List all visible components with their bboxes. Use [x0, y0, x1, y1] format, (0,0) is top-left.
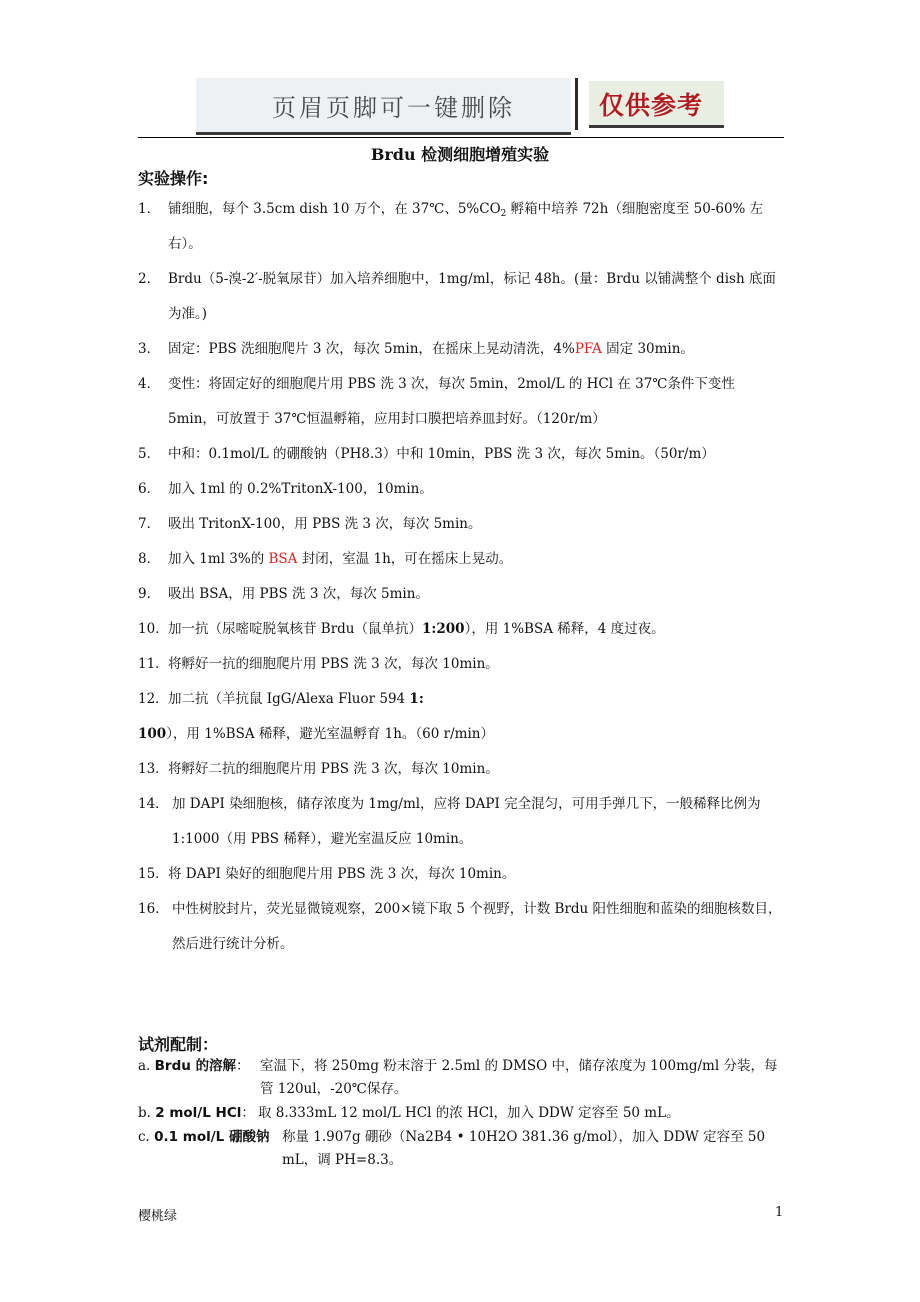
step-text-part: 加入 1ml 3%的	[168, 551, 269, 567]
step-item	[138, 262, 784, 332]
reagent-colon: ：	[241, 1105, 255, 1121]
step-text-part: 加二抗（羊抗鼠 IgG/Alexa Fluor 594	[168, 691, 410, 707]
step-item	[138, 367, 784, 437]
footer-label: 樱桃绿	[138, 1209, 178, 1224]
step-number: 12．	[138, 691, 169, 707]
step-text-part: 中性树胶封片，荧光显微镜观察，200×镜下取 5 个视野，计数 Brdu 阳性细胞和蓝染的细胞核数目，然后进行统计分析。	[172, 901, 782, 952]
step-text	[138, 682, 784, 752]
step-text	[138, 472, 784, 507]
page-number: 1	[775, 1205, 784, 1220]
reagent-description: 室温下，将 250mg 粉末溶于 2.5ml 的 DMSO 中，储存浓度为 100mg/ml 分装，每管 120ul，-20℃保存。	[260, 1058, 778, 1097]
step-text-part: 孵箱中培养 72h（细胞密度至 50-60% 左右）。	[168, 201, 764, 252]
reagent-prefix: b.	[138, 1105, 156, 1121]
header-divider	[575, 78, 578, 130]
step-number: 10．	[138, 621, 169, 637]
step-text-part: 将孵好二抗的细胞爬片用 PBS 洗 3 次，每次 10min。	[168, 761, 499, 777]
step-number: 4．	[138, 376, 161, 392]
step-item	[138, 332, 784, 367]
step-item	[138, 437, 784, 472]
reagent-label	[138, 1102, 255, 1125]
step-item	[138, 787, 784, 857]
step-text	[138, 892, 784, 962]
step-text	[138, 577, 784, 612]
step-text-part: 吸出 TritonX-100，用 PBS 洗 3 次，每次 5min。	[168, 516, 482, 532]
step-number: 3．	[138, 341, 161, 357]
step-number: 5．	[138, 446, 161, 462]
step-text-part: 中和：0.1mol/L 的硼酸钠（PH8.3）中和 10min，PBS 洗 3 次，每次 5min。（50r/m）	[168, 446, 715, 462]
step-number: 1．	[138, 201, 161, 217]
step-item	[138, 507, 784, 542]
step-text	[138, 647, 784, 682]
step-text	[138, 367, 784, 437]
step-number: 9．	[138, 586, 161, 602]
step-text	[138, 542, 784, 577]
step-text	[138, 262, 784, 332]
step-text-part: 铺细胞，每个 3.5cm dish 10 万个，在 37℃、5%CO	[168, 201, 501, 217]
step-text-part: 加入 1ml 的 0.2%TritonX-100，10min。	[168, 481, 433, 497]
dilution-ratio: 1:200	[422, 621, 465, 637]
reagent-description: 称量 1.907g 硼砂（Na2B4 • 10H2O 381.36 g/mol），加入 DDW 定容至 50 mL，调 PH=8.3。	[282, 1129, 766, 1168]
step-item	[138, 682, 784, 752]
step-text	[138, 752, 784, 787]
step-number: 6．	[138, 481, 161, 497]
step-text-part: Brdu（5-溴-2′-脱氧尿苷）加入培养细胞中，1mg/ml，标记 48h。(量：Brdu 以铺满整个 dish 底面为准。)	[168, 271, 776, 322]
reagent-name: 2 mol/L HCl	[155, 1105, 242, 1121]
reagent-label	[138, 1126, 269, 1149]
step-text	[138, 787, 784, 857]
step-number: 7．	[138, 516, 161, 532]
step-text-part: 吸出 BSA，用 PBS 洗 3 次，每次 5min。	[168, 586, 429, 602]
reagent-description: 取 8.333mL 12 mol/L HCl 的浓 HCl，加入 DDW 定容至 50 mL。	[258, 1105, 680, 1121]
header-left-box	[196, 78, 571, 135]
step-text-part: ），用 1%BSA 稀释，避光室温孵育 1h。（60 r/min）	[166, 726, 494, 742]
step-number: 2．	[138, 271, 161, 287]
step-item	[138, 472, 784, 507]
step-number: 14．	[138, 796, 169, 812]
step-item	[138, 752, 784, 787]
step-text-part: 加一抗（尿嘧啶脱氧核苷 Brdu（鼠单抗）	[168, 621, 423, 637]
step-number: 11．	[138, 656, 169, 672]
highlighted-term: PFA	[574, 341, 602, 357]
step-text-part: 固定 30min。	[601, 341, 694, 357]
step-item	[138, 612, 784, 647]
step-text	[138, 507, 784, 542]
reagent-prefix: c.	[138, 1129, 155, 1145]
header-rule	[138, 137, 784, 138]
header-right-text: 仅供参考	[599, 91, 704, 120]
step-text-part: 2	[500, 209, 507, 219]
step-list	[138, 192, 784, 962]
step-text	[138, 192, 784, 262]
step-text	[138, 857, 784, 892]
reagent-name: Brdu 的溶解	[154, 1058, 237, 1074]
step-item	[138, 542, 784, 577]
header-right-box	[589, 81, 724, 128]
reagent-item	[138, 1126, 784, 1172]
step-text	[138, 332, 784, 367]
document-title: Brdu 检测细胞增殖实验	[370, 145, 550, 164]
step-item	[138, 647, 784, 682]
reagent-list	[138, 1055, 784, 1173]
step-text	[138, 437, 784, 472]
reagent-name: 0.1 mol/L 硼酸钠	[154, 1129, 270, 1145]
step-item	[138, 577, 784, 612]
step-text	[138, 612, 784, 647]
step-text-part: 封闭，室温 1h，可在摇床上晃动。	[297, 551, 513, 567]
section-heading-reagents: 试剂配制：	[138, 1035, 219, 1054]
step-text-part: 将孵好一抗的细胞爬片用 PBS 洗 3 次，每次 10min。	[168, 656, 499, 672]
step-number: 13．	[138, 761, 169, 777]
step-number: 8．	[138, 551, 161, 567]
step-item	[138, 892, 784, 962]
step-number: 16．	[138, 901, 169, 917]
header-left-text: 页眉页脚可一键删除	[272, 94, 515, 122]
section-heading-operations: 实验操作:	[138, 169, 209, 188]
dilution-ratio: 1: 100	[138, 691, 424, 742]
step-text-part: 将 DAPI 染好的细胞爬片用 PBS 洗 3 次，每次 10min。	[168, 866, 516, 882]
step-text-part: 变性：将固定好的细胞爬片用 PBS 洗 3 次，每次 5min，2mol/L 的 HCl 在 37℃条件下变性 5min，可放置于 37℃恒温孵箱，应用封口膜把培养皿封好。（120r/m）	[168, 376, 735, 427]
step-text-part: ），用 1%BSA 稀释，4 度过夜。	[464, 621, 665, 637]
step-text-part: 固定：PBS 洗细胞爬片 3 次，每次 5min，在摇床上晃动清洗，4%	[168, 341, 575, 357]
highlighted-term: BSA	[268, 551, 298, 567]
step-item	[138, 857, 784, 892]
reagent-item	[138, 1055, 784, 1101]
reagent-prefix: a.	[138, 1058, 155, 1074]
header-banner	[196, 78, 724, 132]
reagent-label	[138, 1055, 250, 1078]
step-text-part: 加 DAPI 染细胞核，储存浓度为 1mg/ml，应将 DAPI 完全混匀，可用手弹几下，一般稀释比例为 1:1000（用 PBS 稀释），避光室温反应 10min。	[172, 796, 761, 847]
step-number: 15．	[138, 866, 169, 882]
reagent-item	[138, 1102, 784, 1125]
reagent-colon: ：	[236, 1058, 250, 1074]
step-item	[138, 192, 784, 262]
